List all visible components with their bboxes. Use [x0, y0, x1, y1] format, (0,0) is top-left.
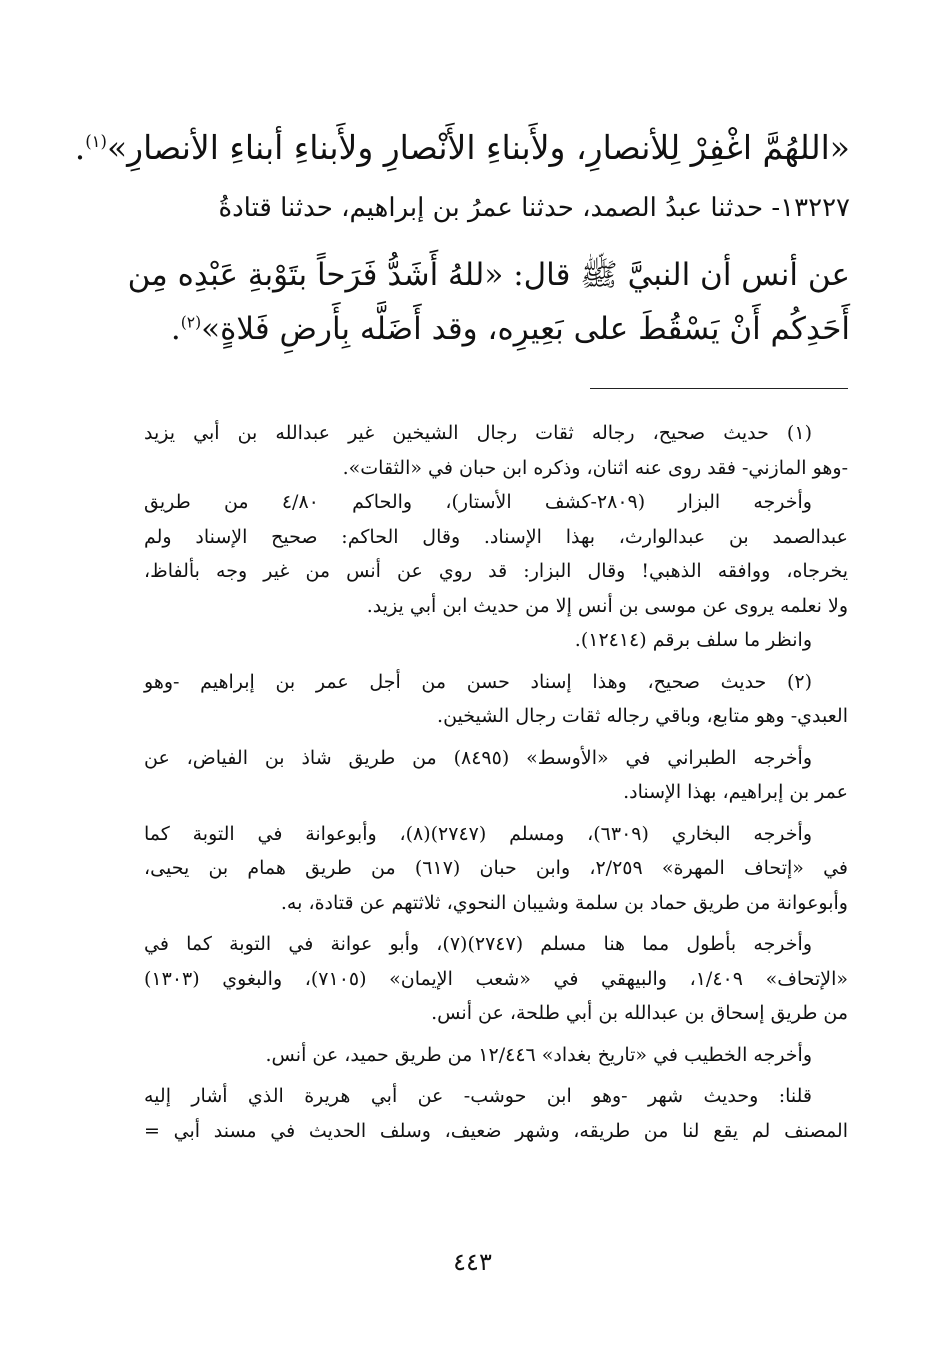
- footnote-line: «الإتحاف» ١/٤٠٩، والبيهقي في «شعب الإيمان» (٧١٠٥)، والبغوي (١٣٠٣): [144, 967, 848, 990]
- hadith-chain-line: ١٣٢٢٧- حدثنا عبدُ الصمد، حدثنا عمرُ بن إبراهيم، حدثنا قتادةُ: [218, 193, 850, 223]
- footnote-line: يخرجاه، ووافقه الذهبي! وقال البزار: قد روي عن أنس من غير وجه بألفاظ،: [144, 560, 848, 582]
- footnote-line: من طريق إسحاق بن عبدالله بن أبي طلحة، عن أنس.: [431, 1002, 848, 1024]
- hadith-text-line-3: عن أنس أن النبيَّ ﷺ قال: «للهُ أَشَدُّ فَرَحاً بتَوْبةِ عَبْدِه مِن: [127, 257, 850, 293]
- footnote-line: (١) حديث صحيح، رجاله ثقات رجال الشيخين غير عبدالله بن أبي يزيد: [144, 422, 812, 444]
- footnote-line: ولا نعلمه يروى عن موسى بن أنس إلا من حديث ابن أبي يزيد.: [366, 594, 848, 617]
- footnote-line: وأخرجه البزار (٢٨٠٩-كشف الأستار)، والحاكم ٤/٨٠ من طريق: [144, 491, 812, 513]
- footnote-ref-2: (٢): [180, 313, 202, 332]
- footnote-line: وأخرجه البخاري (٦٣٠٩)، ومسلم (٢٧٤٧)(٨)، وأبوعوانة في التوبة كما: [144, 822, 812, 845]
- footnote-line: العبدي- وهو متابع، وباقي رجاله ثقات رجال الشيخين.: [437, 705, 848, 727]
- footnote-line: وأخرجه بأطول مما هنا مسلم (٢٧٤٧)(٧)، وأبو عوانة في التوبة كما في: [144, 933, 812, 955]
- footnote-line: (٢) حديث صحيح، وهذا إسناد حسن من أجل عمر بن إبراهيم -وهو: [144, 670, 812, 693]
- footnote-line: -وهو المازني- فقد روى عنه اثنان، وذكره ابن حبان في «الثقات».: [342, 456, 848, 479]
- footnote-line: عمر بن إبراهيم، بهذا الإسناد.: [623, 781, 848, 803]
- footnote-line: قلنا: وحديث شهر -وهو ابن حوشب- عن أبي هريرة الذي أشار إليه: [144, 1085, 812, 1107]
- footnote-line: وأخرجه الطبراني في «الأوسط» (٨٤٩٥) من طريق شاذ بن الفياض، عن: [144, 746, 812, 769]
- footnotes: [144, 416, 848, 1148]
- footnote-separator: [590, 388, 848, 389]
- footnote-line: وأبوعوانة من طريق حماد بن سلمة وشيبان النحوي، ثلاثتهم عن قتادة، به.: [280, 891, 848, 914]
- footnote-line: وانظر ما سلف برقم (١٢٤١٤).: [574, 629, 812, 651]
- hadith-text-line-4: أَحَدِكُم أَنْ يَسْقُطَ على بَعِيرِه، وقد أَضَلَّه بِأَرضِ فَلاةٍ»$^{(٢)}$.: [170, 311, 850, 347]
- footnote-line: وأخرجه الخطيب في «تاريخ بغداد» ١٢/٤٤٦ من طريق حميد، عن أنس.: [265, 1043, 812, 1066]
- footnote-line: عبدالصمد بن عبدالوارث، بهذا الإسناد. وقال الحاكم: صحيح الإسناد ولم: [144, 525, 848, 548]
- footnote-line: في «إتحاف المهرة» ٢/٢٥٩، وابن حبان (٦١٧) من طريق همام بن يحيى،: [144, 857, 848, 879]
- page-number: ٤٤٣: [453, 1248, 492, 1276]
- footnote-ref-1: (١): [85, 132, 107, 151]
- footnote-line: المصنف لم يقع لنا من طريقه، وشهر ضعيف، وسلف الحديث في مسند أبي =: [144, 1119, 848, 1142]
- hadith-text-line-1: «اللهُمَّ اغْفِرْ لِلأنصارِ، ولأَبناءِ الأَنْصارِ ولأَبناءِ أبناءِ الأنصارِ»$^{(١)}$.: [74, 128, 850, 167]
